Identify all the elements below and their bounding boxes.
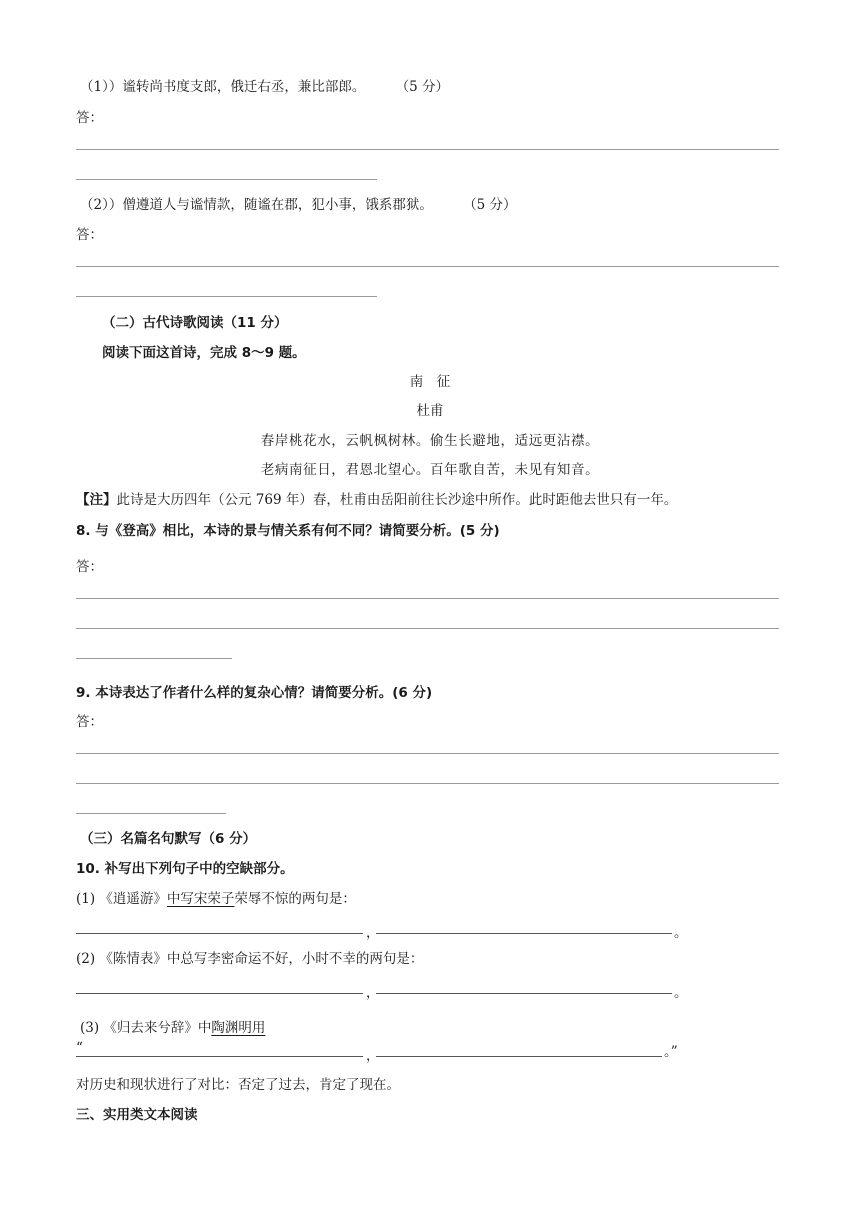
q7-sentence-1-score: （5 分） [395, 79, 450, 95]
q7-1-answer-label: 答： [76, 110, 103, 126]
q9-answer-label: 答： [76, 714, 103, 730]
section-heading-poetry: （二）古代诗歌阅读（11 分） [102, 315, 288, 331]
q7-sentence-1-text: （1））谧转尚书度支郎，俄迁右丞，兼比部郎。 [80, 79, 366, 95]
fill-blank-1b[interactable] [376, 933, 672, 934]
answer-line[interactable] [76, 149, 779, 150]
poem-title: 南 征 [409, 374, 451, 390]
close-quote: 。” [664, 1044, 678, 1060]
period: 。 [674, 925, 688, 941]
q10-part-1-underlined: 中写宋荣子 [166, 891, 235, 907]
answer-line[interactable] [76, 266, 779, 267]
q8-answer-label: 答： [76, 559, 103, 575]
poem-author: 杜甫 [416, 403, 444, 419]
answer-line[interactable] [76, 658, 232, 659]
open-quote: “ [76, 1040, 83, 1056]
q10-part-3-tail: 对历史和现状进行了对比：否定了过去，肯定了现在。 [76, 1077, 400, 1093]
poem-note [76, 488, 677, 508]
comma: ， [366, 925, 380, 941]
section-heading-practical: 三、实用类文本阅读 [76, 1107, 198, 1123]
q10-part-3-underlined: 陶渊明用 [211, 1020, 266, 1036]
question-9: 9. 本诗表达了作者什么样的复杂心情？请简要分析。(6 分) [76, 685, 433, 701]
question-8: 8. 与《登高》相比，本诗的景与情关系有何不同？请简要分析。(5 分) [76, 523, 500, 539]
fill-blank-2a[interactable] [76, 993, 363, 994]
q10-part-2: (2) 《陈情表》中总写李密命运不好，小时不幸的两句是： [76, 951, 424, 967]
poetry-instruction: 阅读下面这首诗，完成 8～9 题。 [102, 345, 306, 361]
fill-blank-3a[interactable] [76, 1056, 363, 1057]
answer-line[interactable] [76, 296, 377, 297]
q10-part-1-suffix: 荣辱不惊的两句是： [234, 891, 356, 907]
q10-part-3-prefix: (3) 《归去来兮辞》中 [80, 1020, 212, 1036]
answer-line[interactable] [76, 628, 779, 629]
answer-line[interactable] [76, 598, 779, 599]
fill-blank-1a[interactable] [76, 933, 363, 934]
question-10: 10. 补写出下列句子中的空缺部分。 [76, 861, 294, 877]
note-tag: 【注】 [76, 492, 117, 508]
q7-2-answer-label: 答： [76, 227, 103, 243]
q7-sentence-2-text: （2））僧遵道人与谧情款，随谧在郡，犯小事，饿系郡狱。 [80, 197, 433, 213]
answer-line[interactable] [76, 753, 779, 754]
answer-line[interactable] [76, 179, 377, 180]
q10-part-1 [76, 887, 356, 907]
poem-line-1: 春岸桃花水，云帆枫树林。偷生长避地，适远更沾襟。 [260, 433, 600, 449]
answer-line[interactable] [76, 813, 226, 814]
q7-sentence-2 [80, 193, 517, 213]
fill-blank-3b[interactable] [376, 1056, 662, 1057]
comma: ， [366, 985, 380, 1001]
q7-sentence-2-score: （5 分） [463, 197, 517, 213]
section-heading-recitation: （三）名篇名句默写（6 分） [80, 831, 257, 847]
poem-line-2: 老病南征日，君恩北望心。百年歌自苦，未见有知音。 [260, 462, 600, 478]
answer-line[interactable] [76, 783, 779, 784]
note-text: 此诗是大历四年（公元 769 年）春，杜甫由岳阳前往长沙途中所作。此时距他去世只有一年。 [116, 492, 678, 508]
comma: ， [366, 1048, 380, 1064]
q7-sentence-1 [80, 75, 449, 95]
fill-blank-2b[interactable] [376, 993, 672, 994]
q10-part-3 [80, 1016, 265, 1036]
period: 。 [674, 985, 688, 1001]
q10-part-1-prefix: (1) 《逍遥游》 [76, 891, 167, 907]
